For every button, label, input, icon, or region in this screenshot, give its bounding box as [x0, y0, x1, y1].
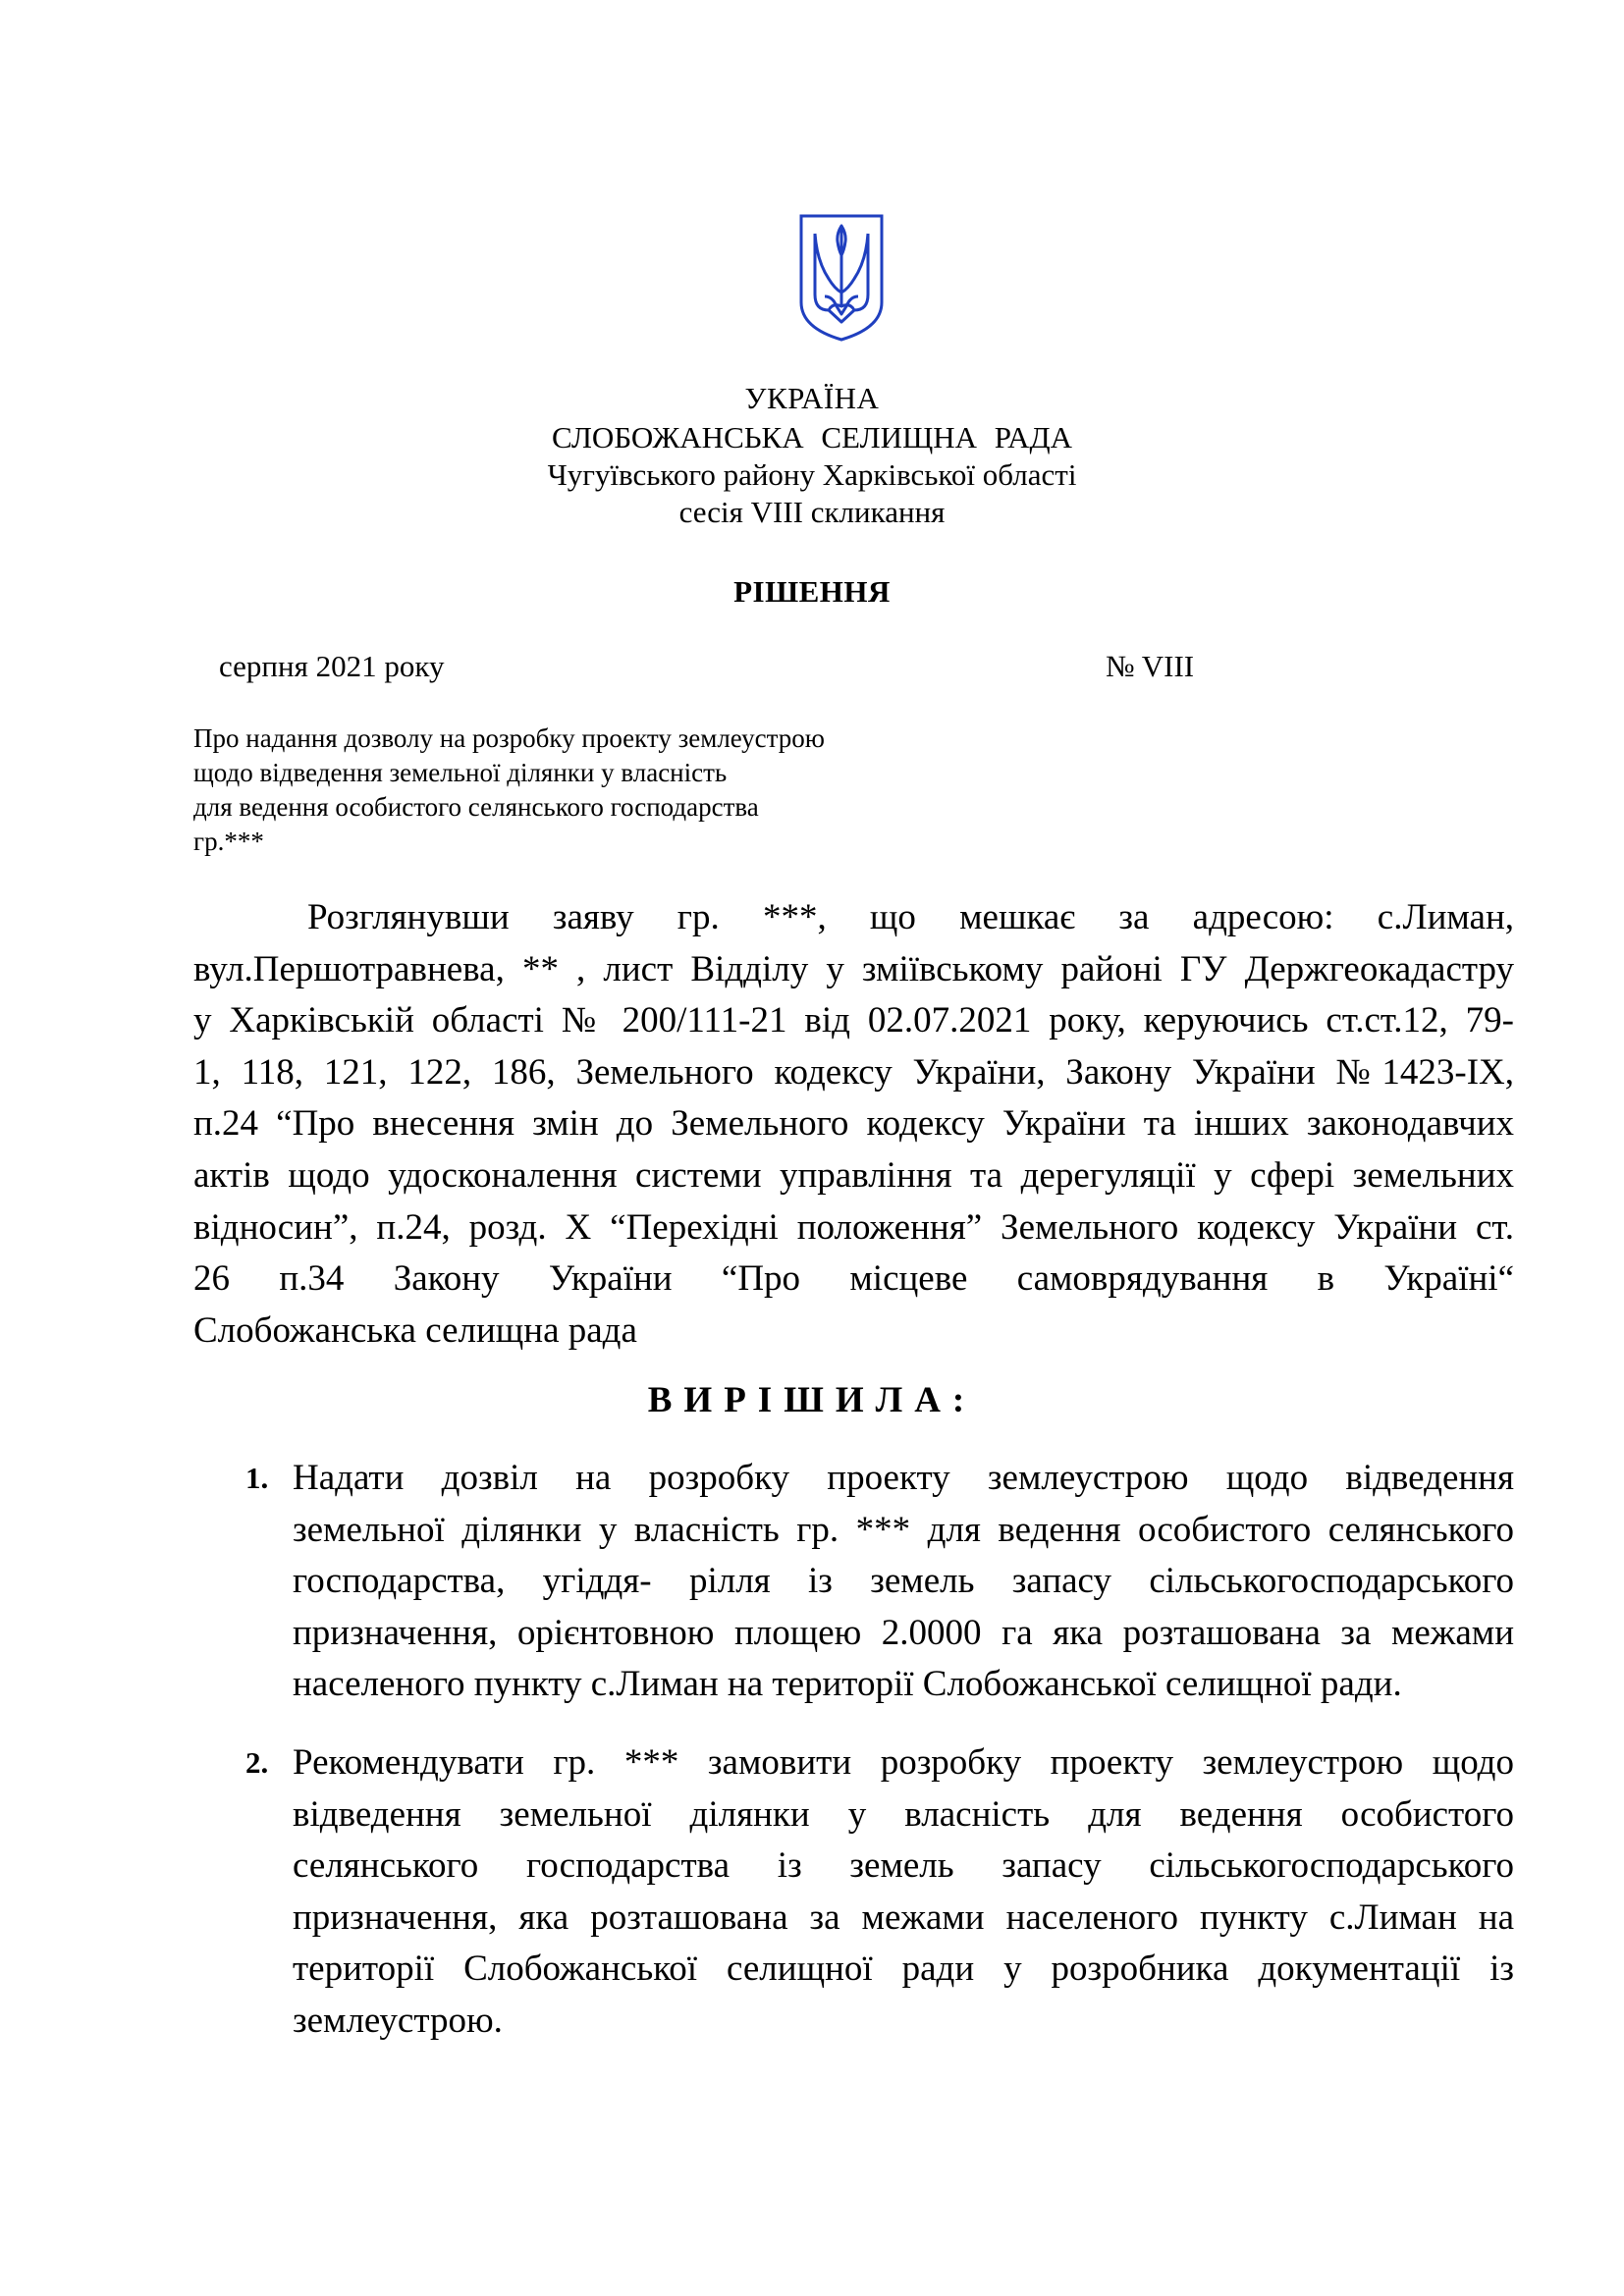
item-line: Надати дозвіл на розробку проекту землеустрою щодо відведення [293, 1458, 1514, 1498]
preamble-line: Слобожанська селищна рада [193, 1309, 637, 1351]
subject-line: для ведення особистого селянського господарства [193, 792, 759, 822]
country-name: УКРАЇНА [744, 381, 880, 415]
decision-number: № VIII [1106, 649, 1195, 683]
session-name: сесія VIII скликання [678, 495, 946, 529]
preamble-line: у Харківській області № 200/111-21 від 02.07.2021 року, керуючись ст.ст.12, 79- [193, 1000, 1514, 1041]
item-line: населеного пункту с.Лиман на території Слобожанської селищної ради. [293, 1664, 1402, 1705]
preamble-line: відносин”, п.24, розд. X “Перехідні положення” Земельного кодексу України ст. [193, 1206, 1514, 1248]
council-name-word: СЕЛИЩНА [821, 420, 978, 454]
decision-date: серпня 2021 року [219, 649, 445, 683]
item-text [293, 1453, 1514, 1711]
item-line: господарства, угіддя- рілля із земель запасу сільськогосподарського [293, 1561, 1514, 1602]
item-number: 1. [245, 1461, 269, 1495]
decided-heading: ВИРІШИЛА: [647, 1380, 977, 1420]
council-name-word: РАДА [994, 420, 1072, 454]
item-line: відведення земельної ділянки у власність для ведення особистого [293, 1793, 1514, 1835]
preamble-paragraph [193, 892, 1514, 1357]
subject-line: гр.*** [193, 827, 264, 856]
subject-line: щодо відведення земельної ділянки у власність [193, 758, 728, 787]
preamble-line: п.24 “Про внесення змін до Земельного кодексу України та інших законодавчих [193, 1103, 1514, 1145]
item-text [293, 1737, 1514, 2048]
preamble-line: вул.Першотравнева, ** , лист Відділу у зміївському районі ГУ Держгеокадастру [193, 948, 1514, 989]
decision-subject [193, 721, 825, 859]
item-line: земельної ділянки у власність гр. *** для ведення особистого селянського [293, 1509, 1514, 1550]
council-name-word: СЛОБОЖАНСЬКА [552, 420, 804, 454]
subject-line: Про надання дозволу на розробку проекту землеустрою [193, 723, 825, 753]
item-line: призначення, яка розташована за межами населеного пункту с.Лиман на [293, 1896, 1514, 1938]
coat-of-arms-icon [797, 212, 886, 344]
preamble-line: 26 п.34 Закону України “Про місцеве самоврядування в Україні“ [193, 1258, 1514, 1300]
item-number: 2. [245, 1745, 269, 1780]
preamble-line: 1, 118, 121, 122, 186, Земельного кодексу України, Закону України №1423-IX, [193, 1051, 1514, 1093]
document-title: РІШЕННЯ [733, 574, 891, 609]
item-line: землеустрою. [293, 2000, 503, 2041]
item-line: території Слобожанської селищної ради у розробника документації із [293, 1949, 1514, 1990]
preamble-line: актів щодо удосконалення системи управління та дерегуляції у сфері земельних [193, 1154, 1514, 1196]
preamble-line: Розглянувши заяву гр. ***, що мешкає за адресою: с.Лиман, [307, 897, 1514, 937]
item-line: Рекомендувати гр. *** замовити розробку проекту землеустрою щодо [293, 1742, 1514, 1783]
item-line: селянського господарства із земель запасу сільськогосподарського [293, 1845, 1514, 1887]
district-name: Чугуївського району Харківської області [547, 457, 1077, 492]
item-line: призначення, орієнтовною площею 2.0000 га яка розташована за межами [293, 1612, 1514, 1653]
council-name [0, 421, 1624, 454]
